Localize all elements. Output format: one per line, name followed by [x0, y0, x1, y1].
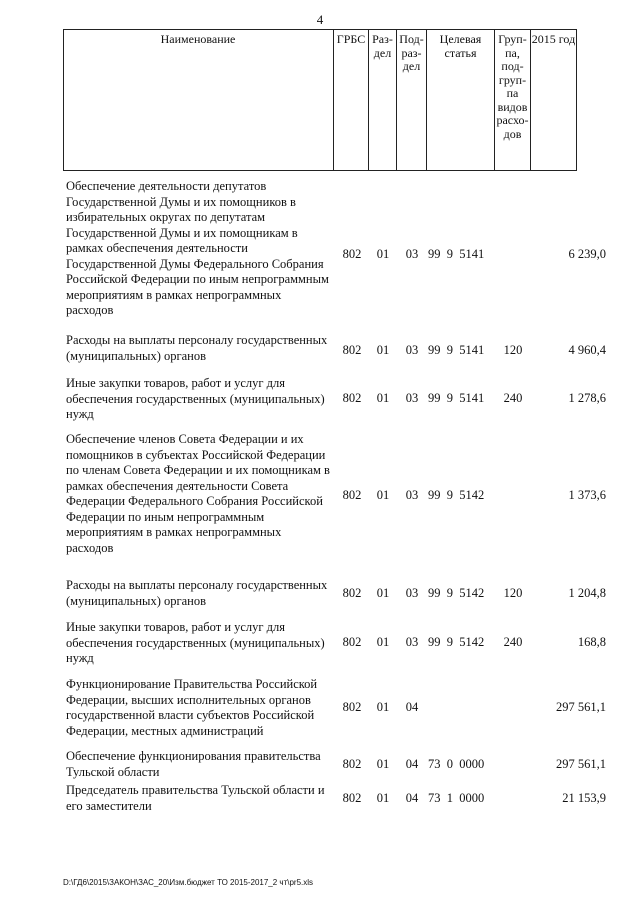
row-podrazdel: 03 — [405, 586, 419, 600]
header-razdel: Раз- дел — [368, 29, 396, 171]
row-name: Обеспечение членов Совета Федерации и их помощников в субъектах Российской Федерации по членам Совета Федерации и их помощникам в рамках обеспечения деятельности Совета Федерации Федерального Собрания Российской Федерации по иным непрограммным мероприятиям в рамках непрограммных расходов — [66, 432, 330, 555]
header-podrazdel: Под- раз- дел — [396, 29, 426, 171]
row-target-article: 99 9 5142 — [428, 635, 485, 649]
row-razdel: 01 — [376, 700, 390, 714]
file-path-footer: D:\ГД6\2015\ЗАКОН\ЗАС_20\Изм.бюджет ТО 2015-2017_2 чт\pr5.xls — [63, 878, 314, 887]
row-expense-group: 240 — [503, 391, 523, 405]
row-name: Обеспечение деятельности депутатов Государственной Думы и их помощников в избирательных округах по депутатам Государственной Думы и их помощникам в рамках обеспечения деятельности Государственной Думы Федерального Собрания Российской Федерации по иным непрограммным мероприятиям в рамках непрограммных расходов — [66, 179, 329, 317]
row-grbs: 802 — [342, 343, 362, 357]
row-name: Расходы на выплаты персоналу государственных (муниципальных) органов — [66, 333, 328, 363]
row-grbs: 802 — [342, 247, 362, 261]
row-podrazdel: 04 — [405, 757, 419, 771]
row-razdel: 01 — [376, 247, 390, 261]
row-target-article: 99 9 5141 — [428, 247, 485, 261]
row-grbs: 802 — [342, 586, 362, 600]
row-podrazdel: 03 — [405, 635, 419, 649]
row-grbs: 802 — [342, 635, 362, 649]
row-sum: 297 561,1 — [556, 700, 606, 714]
row-name: Иные закупки товаров, работ и услуг для обеспечения государственных (муниципальных) нужд — [66, 620, 325, 665]
row-podrazdel: 03 — [405, 343, 419, 357]
row-podrazdel: 04 — [405, 700, 419, 714]
row-grbs: 802 — [342, 757, 362, 771]
row-podrazdel: 04 — [405, 791, 419, 805]
row-target-article: 73 0 0000 — [428, 757, 485, 771]
row-name: Председатель правительства Тульской области и его заместители — [66, 783, 325, 813]
header-target-article: Целевая статья — [426, 29, 494, 171]
row-razdel: 01 — [376, 791, 390, 805]
row-expense-group: 120 — [503, 343, 523, 357]
row-name: Обеспечение функционирования правительства Тульской области — [66, 749, 321, 779]
row-sum: 1 278,6 — [568, 391, 606, 405]
page-number: 4 — [316, 12, 324, 27]
row-name: Расходы на выплаты персоналу государственных (муниципальных) органов — [66, 578, 328, 608]
row-podrazdel: 03 — [405, 247, 419, 261]
row-target-article: 99 9 5142 — [428, 586, 485, 600]
row-razdel: 01 — [376, 343, 390, 357]
header-expense-group: Груп- па, под- груп- па видов расхо- дов — [494, 29, 530, 171]
row-name: Иные закупки товаров, работ и услуг для обеспечения государственных (муниципальных) нужд — [66, 376, 325, 421]
row-podrazdel: 03 — [405, 391, 419, 405]
row-grbs: 802 — [342, 488, 362, 502]
row-name: Функционирование Правительства Российской Федерации, высших исполнительных органов государственной власти субъектов Российской Федерации, местных администраций — [66, 677, 318, 738]
row-grbs: 802 — [342, 700, 362, 714]
row-sum: 4 960,4 — [568, 343, 606, 357]
row-razdel: 01 — [376, 757, 390, 771]
row-grbs: 802 — [342, 391, 362, 405]
row-sum: 168,8 — [577, 635, 606, 649]
row-target-article: 99 9 5141 — [428, 343, 485, 357]
row-podrazdel: 03 — [405, 488, 419, 502]
row-razdel: 01 — [376, 391, 390, 405]
row-sum: 297 561,1 — [556, 757, 606, 771]
row-expense-group: 240 — [503, 635, 523, 649]
header-grbs: ГРБС — [333, 29, 368, 171]
row-target-article: 73 1 0000 — [428, 791, 485, 805]
row-expense-group: 120 — [503, 586, 523, 600]
row-razdel: 01 — [376, 635, 390, 649]
header-year: 2015 год — [530, 29, 576, 171]
row-sum: 21 153,9 — [562, 791, 606, 805]
row-sum: 6 239,0 — [568, 247, 606, 261]
row-razdel: 01 — [376, 488, 390, 502]
row-razdel: 01 — [376, 586, 390, 600]
row-sum: 1 204,8 — [568, 586, 606, 600]
row-target-article: 99 9 5142 — [428, 488, 485, 502]
header-name: Наименование — [160, 32, 236, 46]
row-sum: 1 373,6 — [568, 488, 606, 502]
row-grbs: 802 — [342, 791, 362, 805]
row-target-article: 99 9 5141 — [428, 391, 485, 405]
